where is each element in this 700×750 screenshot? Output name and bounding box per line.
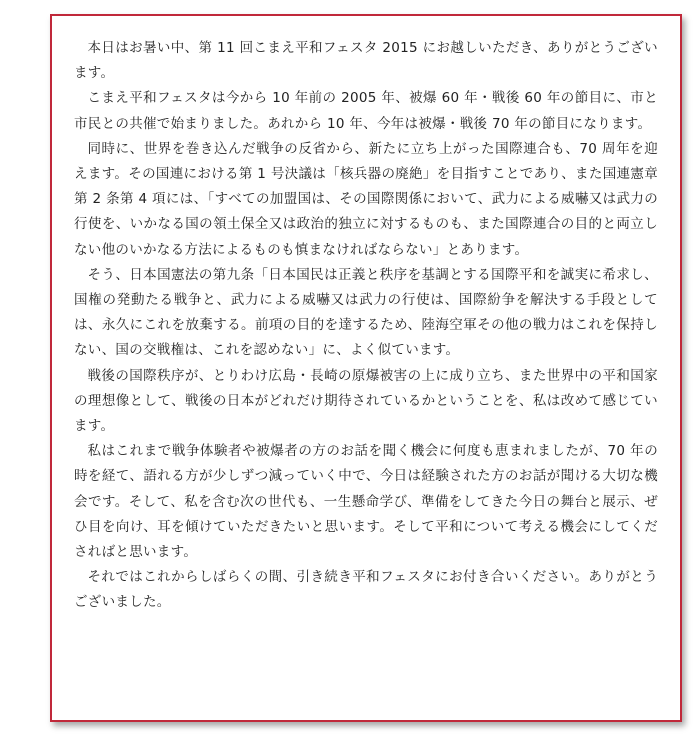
paragraph-4: そう、日本国憲法の第九条「日本国民は正義と秩序を基調とする国際平和を誠実に希求し、国権の発動たる戦争と、武力による威嚇又は武力の行使は、国際紛争を解決する手段としては、永久にこれを放棄する。前項の目的を達するため、陸海空軍その他の戦力はこれを保持しない、国の交戦権は、これを認めない」に、よく似ています。 <box>74 266 658 359</box>
speech-text-box <box>50 14 682 722</box>
paragraph-6: 私はこれまで戦争体験者や被爆者の方のお話を聞く機会に何度も恵まれましたが、70 年の時を経て、語れる方が少しずつ減っていく中で、今日は経験された方のお話が聞ける大切な機会です。そして、私を含む次の世代も、一生懸命学び、準備をしてきた今日の舞台と展示、ぜひ目を向け、耳を傾けていただきたいと思います。そして平和について考える機会にしてくださればと思います。 <box>74 443 658 561</box>
paragraph-5: 戦後の国際秩序が、とりわけ広島・長崎の原爆被害の上に成り立ち、また世界中の平和国家の理想像として、戦後の日本がどれだけ期待されているかということを、私は改めて感じています。 <box>74 367 658 435</box>
paragraph-1: 本日はお暑い中、第 11 回こまえ平和フェスタ 2015 にお越しいただき、ありがとうございます。 <box>74 40 658 82</box>
paragraph-3: 同時に、世界を巻き込んだ戦争の反省から、新たに立ち上がった国際連合も、70 周年を迎えます。その国連における第 1 号決議は「核兵器の廃絶」を目指すことであり、また国連憲章第 2 条第 4 項には、「すべての加盟国は、その国際関係において、武力による威嚇又は武力の行使を、いかなる国の領土保全又は政治的独立に対するものも、また国際連合の目的と両立しない他のいかなる方法によるものも慎まなければならない」とあります。 <box>74 140 658 258</box>
paragraph-7: それではこれからしばらくの間、引き続き平和フェスタにお付き合いください。ありがとうございました。 <box>74 569 658 611</box>
paragraph-2: こまえ平和フェスタは今から 10 年前の 2005 年、被爆 60 年・戦後 60 年の節目に、市と市民との共催で始まりました。あれから 10 年、今年は被爆・戦後 70 年の節目になります。 <box>74 90 658 132</box>
speech-body <box>74 36 658 616</box>
